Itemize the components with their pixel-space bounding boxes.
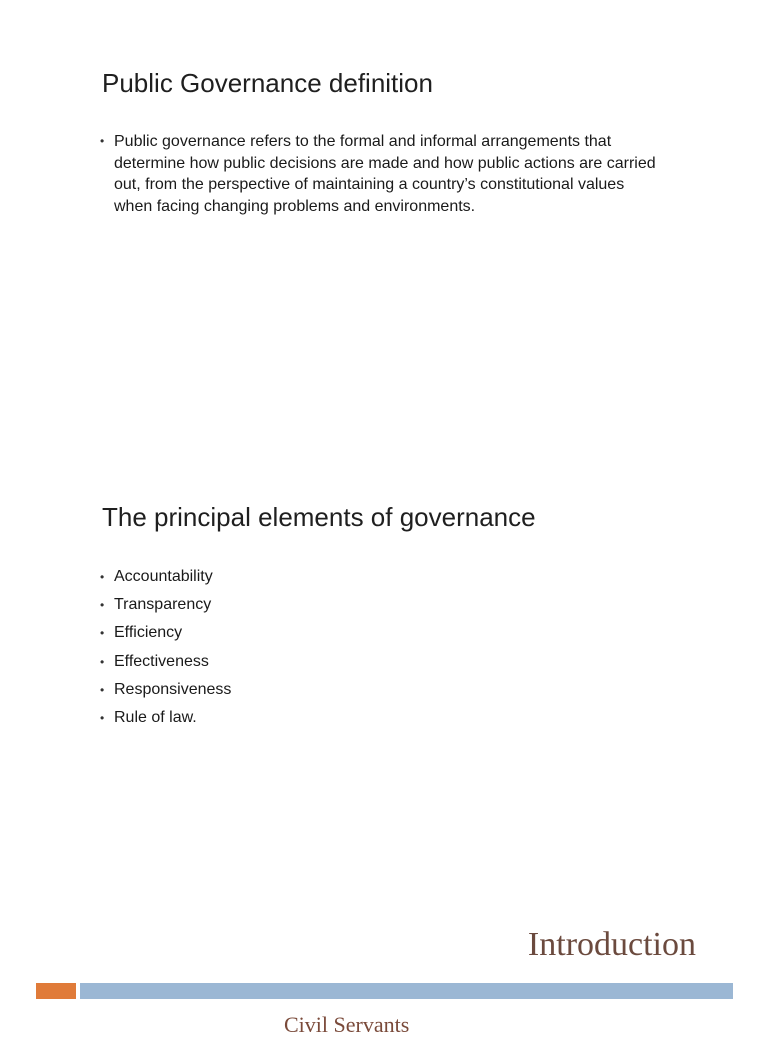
bullet-item — [100, 563, 231, 591]
accent-bar-orange — [36, 983, 76, 999]
bullet-item — [100, 131, 660, 217]
bullet-icon: • — [100, 598, 105, 613]
bullet-icon: • — [100, 626, 105, 641]
bullet-item — [100, 619, 231, 647]
partial-subtitle: Civil Servants — [284, 1012, 410, 1037]
bullet-item — [100, 704, 231, 732]
accent-bar-blue — [80, 983, 733, 999]
bullet-text: Effectiveness — [114, 652, 209, 670]
definition-bullet-list — [100, 131, 660, 217]
slide-title: Public Governance definition — [102, 68, 433, 98]
bullet-icon: • — [100, 570, 105, 584]
bullet-text: Rule of law. — [114, 709, 197, 727]
bullet-text: Responsiveness — [114, 680, 232, 698]
slide-public-governance-definition — [0, 0, 768, 470]
introduction-section-title: Introduction — [527, 926, 696, 963]
elements-bullet-list — [100, 563, 231, 732]
bullet-icon: • — [100, 711, 105, 726]
bullet-text: Accountability — [114, 568, 213, 585]
bullet-item — [100, 676, 231, 704]
bullet-text: Public governance refers to the formal and informal arrangements that determine how public decisions are made and how public actions are carried out, from the perspective of maintaining a country’s constitutional values when facing changing problems and environments. — [114, 133, 656, 215]
slide-title: The principal elements of governance — [102, 502, 536, 532]
bullet-text: Efficiency — [114, 624, 183, 642]
bullet-icon: • — [100, 134, 105, 148]
bullet-item — [100, 591, 231, 619]
bullet-icon: • — [100, 682, 105, 697]
bullet-icon: • — [100, 654, 105, 669]
bullet-item — [100, 648, 231, 676]
bullet-text: Transparency — [114, 596, 212, 614]
